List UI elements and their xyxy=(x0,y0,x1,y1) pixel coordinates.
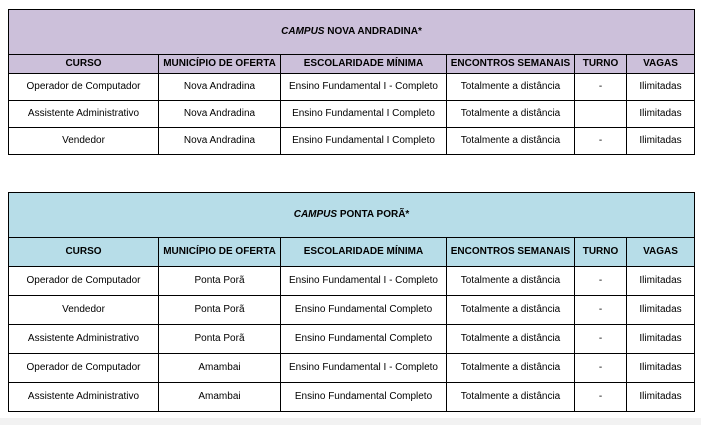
cell-vagas: Ilimitadas xyxy=(627,267,695,296)
header-escolaridade: ESCOLARIDADE MÍNIMA xyxy=(281,55,447,74)
header-encontros: ENCONTROS SEMANAIS xyxy=(447,238,575,267)
cell-escolaridade: Ensino Fundamental Completo xyxy=(281,325,447,354)
cell-municipio: Nova Andradina xyxy=(159,128,281,155)
cell-vagas: Ilimitadas xyxy=(627,325,695,354)
cell-encontros: Totalmente a distância xyxy=(447,267,575,296)
cell-municipio: Amambai xyxy=(159,354,281,383)
table-row xyxy=(9,354,695,383)
title-campus-name: NOVA ANDRADINA* xyxy=(324,26,422,37)
cell-escolaridade: Ensino Fundamental I - Completo xyxy=(281,74,447,101)
header-curso: CURSO xyxy=(9,238,159,267)
cell-vagas: Ilimitadas xyxy=(627,128,695,155)
cell-encontros: Totalmente a distância xyxy=(447,128,575,155)
cell-municipio: Ponta Porã xyxy=(159,267,281,296)
cell-turno: - xyxy=(575,325,627,354)
header-encontros: ENCONTROS SEMANAIS xyxy=(447,55,575,74)
cell-turno: - xyxy=(575,267,627,296)
title-campus-word: CAMPUS xyxy=(293,209,338,220)
table-campus-ponta-pora xyxy=(8,192,695,412)
cell-turno xyxy=(575,101,627,128)
table-row xyxy=(9,383,695,412)
header-municipio: MUNICÍPIO DE OFERTA xyxy=(159,238,281,267)
cell-vagas: Ilimitadas xyxy=(627,74,695,101)
cell-municipio: Nova Andradina xyxy=(159,74,281,101)
cell-encontros: Totalmente a distância xyxy=(447,354,575,383)
cell-curso: Assistente Administrativo xyxy=(9,325,159,354)
cell-encontros: Totalmente a distância xyxy=(447,325,575,354)
cell-turno: - xyxy=(575,383,627,412)
cell-escolaridade: Ensino Fundamental Completo xyxy=(281,296,447,325)
cell-turno: - xyxy=(575,354,627,383)
header-vagas: VAGAS xyxy=(627,55,695,74)
cell-escolaridade: Ensino Fundamental Completo xyxy=(281,383,447,412)
cell-turno: - xyxy=(575,74,627,101)
table-row xyxy=(9,325,695,354)
cell-encontros: Totalmente a distância xyxy=(447,383,575,412)
table-row xyxy=(9,296,695,325)
cell-curso: Operador de Computador xyxy=(9,74,159,101)
cell-municipio: Nova Andradina xyxy=(159,101,281,128)
table-row xyxy=(9,267,695,296)
table-row xyxy=(9,128,695,155)
cell-escolaridade: Ensino Fundamental I - Completo xyxy=(281,354,447,383)
cell-curso: Vendedor xyxy=(9,128,159,155)
cell-escolaridade: Ensino Fundamental I Completo xyxy=(281,128,447,155)
header-turno: TURNO xyxy=(575,55,627,74)
cell-vagas: Ilimitadas xyxy=(627,101,695,128)
title-campus-name: PONTA PORÃ* xyxy=(337,209,410,220)
cell-turno: - xyxy=(575,128,627,155)
cell-escolaridade: Ensino Fundamental I - Completo xyxy=(281,267,447,296)
table-row xyxy=(9,101,695,128)
table-campus-nova-andradina xyxy=(8,9,695,155)
cell-encontros: Totalmente a distância xyxy=(447,296,575,325)
header-vagas: VAGAS xyxy=(627,238,695,267)
cell-encontros: Totalmente a distância xyxy=(447,74,575,101)
title-campus-word: CAMPUS xyxy=(281,26,325,37)
cell-municipio: Ponta Porã xyxy=(159,296,281,325)
cell-municipio: Ponta Porã xyxy=(159,325,281,354)
cell-vagas: Ilimitadas xyxy=(627,383,695,412)
cell-curso: Assistente Administrativo xyxy=(9,383,159,412)
cell-curso: Assistente Administrativo xyxy=(9,101,159,128)
cell-vagas: Ilimitadas xyxy=(627,296,695,325)
table-title xyxy=(9,10,695,55)
table-title xyxy=(9,193,695,238)
cell-turno: - xyxy=(575,296,627,325)
cell-escolaridade: Ensino Fundamental I Completo xyxy=(281,101,447,128)
header-escolaridade: ESCOLARIDADE MÍNIMA xyxy=(281,238,447,267)
cell-curso: Operador de Computador xyxy=(9,354,159,383)
header-turno: TURNO xyxy=(575,238,627,267)
cell-vagas: Ilimitadas xyxy=(627,354,695,383)
header-curso: CURSO xyxy=(9,55,159,74)
cell-curso: Operador de Computador xyxy=(9,267,159,296)
header-municipio: MUNICÍPIO DE OFERTA xyxy=(159,55,281,74)
cell-municipio: Amambai xyxy=(159,383,281,412)
cell-curso: Vendedor xyxy=(9,296,159,325)
bottom-strip xyxy=(0,418,701,425)
table-row xyxy=(9,74,695,101)
cell-encontros: Totalmente a distância xyxy=(447,101,575,128)
